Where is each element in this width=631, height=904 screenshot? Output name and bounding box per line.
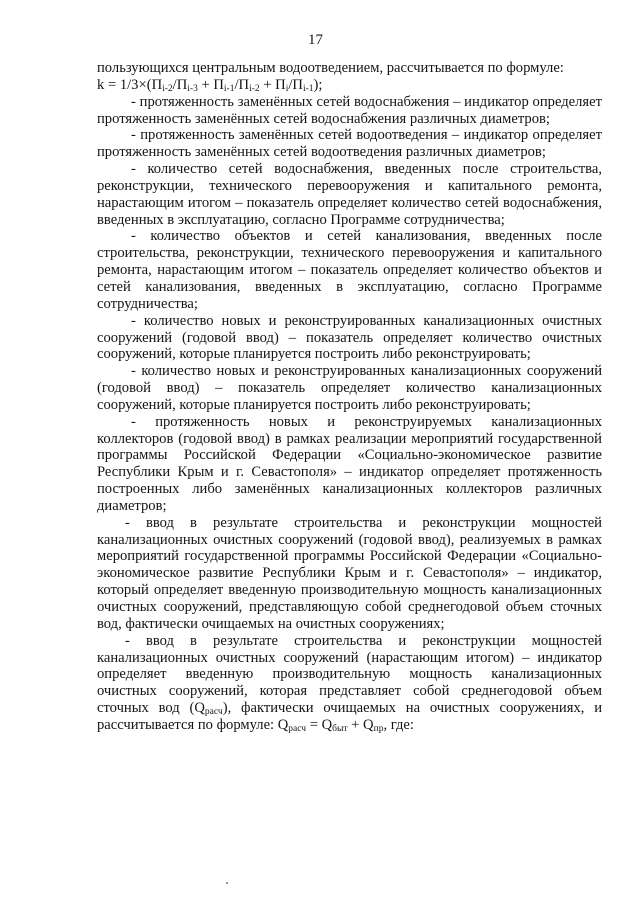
formula-subscript: i-1 <box>302 83 314 94</box>
formula-subscript: быт <box>332 723 348 734</box>
list-item: - ввод в результате строительства и реконструкции мощностей канализационных очистных сооружений (годовой ввод), реализуемых в рамках мероприятий государственной программы Российской Федерации «Социально-экономическое развитие Республики Крым и г. Севастополя» – индикатор, который определяет введенную производительную мощность канализационных очистных сооружений, представляющую собой среднегодовой объем сточных вод, фактически очищаемых на очистных сооружениях; <box>97 514 602 632</box>
formula-subscript: i-1 <box>223 83 235 94</box>
list-item: - количество новых и реконструированных канализационных очистных сооружений (годовой ввод) – показатель определяет количество очистных сооружений, которые планируется построить либо реконструировать; <box>97 312 602 363</box>
text-run: ), фактически очищаемых на очистных сооружениях, и рассчитывается по формуле: Q <box>97 700 603 733</box>
formula-part: ); <box>313 76 323 93</box>
formula-subscript: расч <box>288 723 307 734</box>
document-body <box>97 60 602 734</box>
formula-part: + П <box>259 76 286 93</box>
text-run: = Q <box>306 716 333 733</box>
text-run: - ввод в результате строительства и реконструкции мощностей канализационных очистных сооружений (нарастающим итогом) – индикатор определяет введенную производительную мощность канализационных очистных сооружений, которая представляет собой среднегодовой объем сточных вод (Q <box>97 632 602 717</box>
list-item: - количество объектов и сетей канализования, введенных после строительства, реконструкции, технического перевооружения и капитального ремонта, нарастающим итогом – показатель определяет количество объектов и сетей канализования, введенных в эксплуатацию, согласно Программе сотрудничества; <box>97 228 602 312</box>
formula-subscript: i-2 <box>162 83 173 94</box>
formula-subscript: i <box>285 83 289 94</box>
intro-paragraph: пользующихся центральным водоотведением, рассчитывается по формуле: <box>97 60 564 76</box>
list-item: - количество новых и реконструированных канализационных сооружений (годовой ввод) – показатель определяет количество канализационных сооружений, которые планируется построить либо реконструировать; <box>97 363 602 413</box>
formula-subscript: расч <box>204 707 223 718</box>
list-item: - протяженность новых и реконструируемых канализационных коллекторов (годовой ввод) в рамках реализации мероприятий государственной программы Российской Федерации «Социально-экономическое развитие Республики Крым и г. Севастополя» – индикатор определяет протяженность построенных либо заменённых канализационных коллекторов различных диаметров; <box>97 413 602 514</box>
formula-subscript: i-2 <box>249 83 260 94</box>
formula-part: /П <box>234 76 250 93</box>
list-item: - протяженность заменённых сетей водоснабжения – индикатор определяет протяженность заменённых сетей водоснабжения различных диаметров; <box>97 93 602 127</box>
formula-k <box>97 77 602 94</box>
formula-subscript: i-3 <box>187 83 198 94</box>
text-run: , где: <box>383 716 414 733</box>
formula-part: /П <box>172 76 188 93</box>
scan-speck <box>226 882 228 884</box>
formula-part: /П <box>288 76 303 93</box>
list-item-last <box>97 633 602 734</box>
page-number: 17 <box>308 32 323 48</box>
list-item: - протяженность заменённых сетей водоотведения – индикатор определяет протяженность заменённых сетей водоотведения различных диаметров; <box>97 127 602 161</box>
list-item: - количество сетей водоснабжения, введенных после строительства, реконструкции, технического перевооружения и капитального ремонта, нарастающим итогом – показатель определяет количество сетей водоснабжения, введенных в эксплуатацию, согласно Программе сотрудничества; <box>97 161 602 228</box>
text-run: + Q <box>347 716 374 733</box>
formula-part: k = 1/3×(П <box>97 76 163 93</box>
formula-subscript: пр <box>373 723 384 734</box>
formula-part: + П <box>197 76 224 93</box>
